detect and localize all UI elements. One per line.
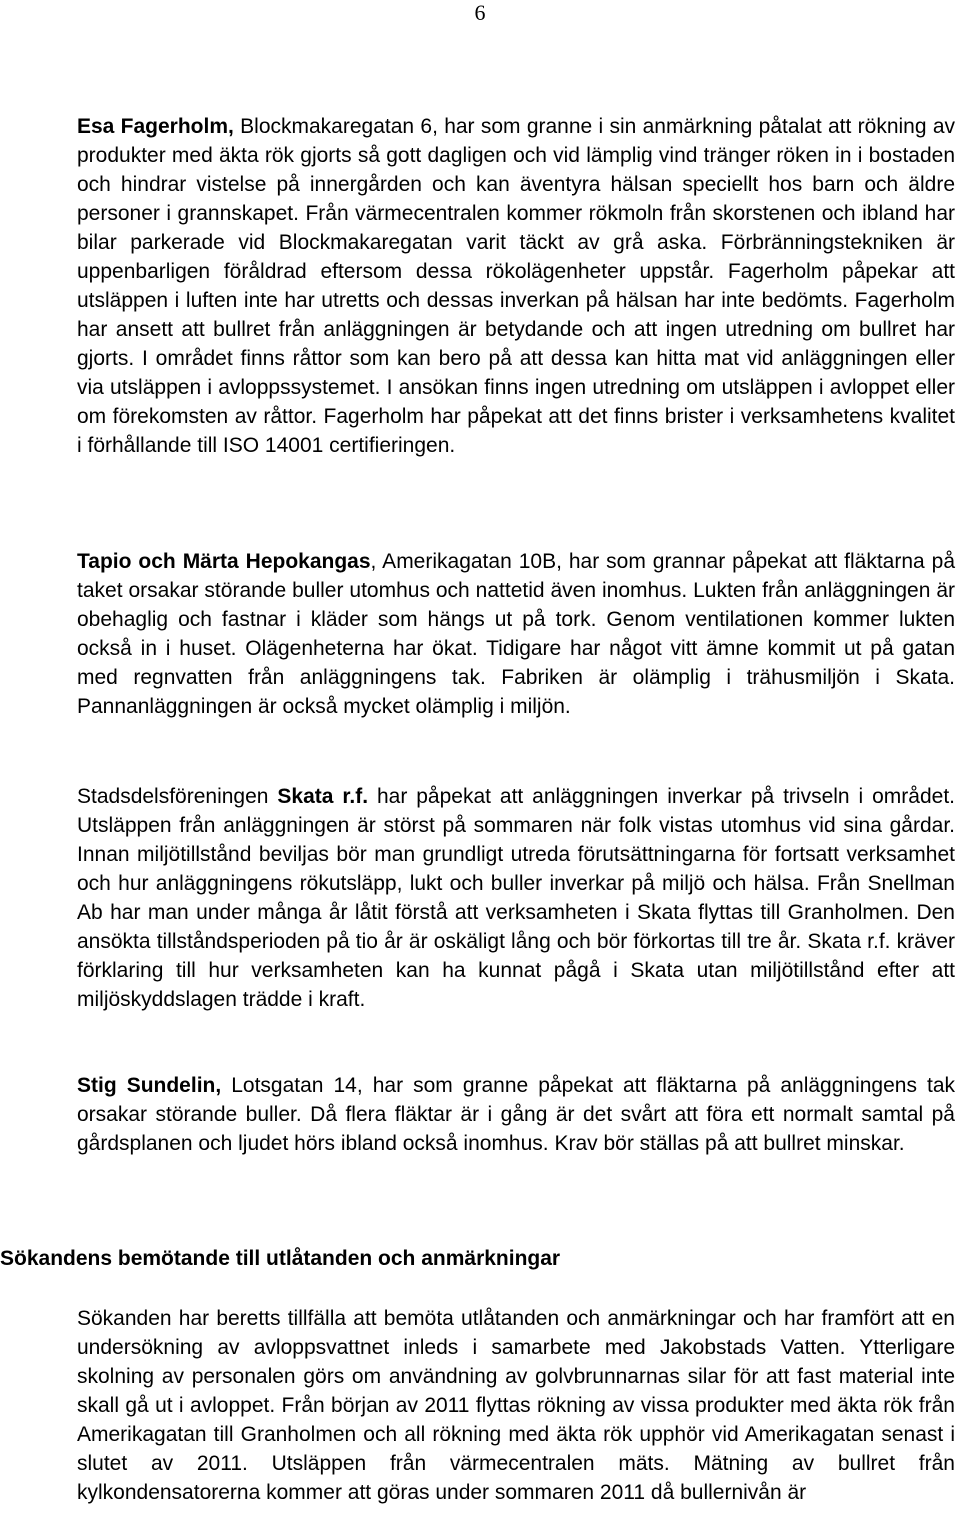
- statement-text: , Amerikagatan 10B, har som grannar påpekat att fläktarna på taket orsakar störande buller utomhus och nattetid även inomhus. Lukten från anläggningen är obehaglig och fastnar i kläder som hängs ut på tork. Genom ventilationen kommer lukten också in i huset. Olägenheterna har ökat. Tidigare har något vitt ämne kommit ut på gatan med regnvatten från anläggningens tak. Fabriken är olämplig i trähusmiljön i Skata. Pannanläggningen är också mycket olämplig i miljön.: [77, 550, 956, 718]
- statement-text: Lotsgatan 14, har som granne påpekat att fläktarna på anläggningens tak orsakar störande buller. Då flera fläktar är i gång är det svårt att föra ett normalt samtal på gårdsplanen och ljudet hörs ibland också inomhus. Krav bör ställas på att bullret minskar.: [77, 1074, 955, 1155]
- statement-prefix: Stadsdelsföreningen: [77, 785, 278, 808]
- statement-paragraph: [77, 112, 955, 460]
- statement-text: Blockmakaregatan 6, har som granne i sin anmärkning påtalat att rökning av produkter med äkta rök gjorts så gott dagligen och vid lämplig vind tränger röken in i bostaden och hindrar vistelse på innergården och kan äventyra hälsan speciellt hos barn och äldre personer i grannskapet. Från värmecentralen kommer rökmoln från skorstenen och ibland har bilar parkerade vid Blockmakaregatan varit täckt av grå aska. Förbränningstekniken är uppenbarligen föråldrad eftersom dessa rökolägenheter uppstår. Fagerholm påpekar att utsläppen i luften inte har utretts och dessas inverkan på hälsan har inte bedömts. Fagerholm har ansett att bullret från anläggningen är betydande och att ingen utredning om bullret har gjorts. I området finns råttor som kan bero på att dessa kan hitta mat vid anläggningen eller via utsläppen i avloppssystemet. I ansökan finns ingen utredning om utsläppen i avloppet eller om förekomsten av råttor. Fagerholm har påpekat att det finns brister i verksamhetens kvalitet i förhållande till ISO 14001 certifieringen.: [77, 115, 955, 457]
- statement-author: Skata r.f.: [277, 785, 369, 808]
- page-number: 6: [474, 0, 486, 25]
- section-heading: Sökandens bemötande till utlåtanden och anmärkningar: [0, 1247, 561, 1270]
- statement-author: Esa Fagerholm,: [77, 115, 234, 138]
- statement-paragraph: [77, 547, 955, 721]
- statement-author: Stig Sundelin,: [77, 1074, 222, 1097]
- statement-paragraph: [77, 1071, 955, 1158]
- statement-author: Tapio och Märta Hepokangas: [77, 550, 371, 573]
- section-paragraph: Sökanden har beretts tillfälla att bemöta utlåtanden och anmärkningar och har framfört att en undersökning av avloppsvattnet inleds i samarbete med Jakobstads Vatten. Ytterligare skolning av personalen görs om användning av golvbrunnarnas silar för att fast material inte skall gå ut i avloppet. Från början av 2011 flyttas rökning av vissa produkter med äkta rök från Amerikagatan till Granholmen och all rökning med äkta rök upphör vid Amerikagatan senast i slutet av 2011. Utsläppen från värmecentralen mäts. Mätning av bullret från kylkondensatorerna kommer att göras under sommaren 2011 då bullernivån är: [77, 1307, 955, 1504]
- statement-paragraph: [77, 782, 955, 1014]
- statement-text: har påpekat att anläggningen inverkar på trivseln i området. Utsläppen från anläggningen är störst på sommaren när folk vistas utomhus vid sina gårdar. Innan miljötillstånd beviljas bör man grundligt utreda förutsättningarna för fortsatt verksamhet och hur anläggningens rökutsläpp, lukt och buller inverkar på miljö och hälsa. Från Snellman Ab har man under många år låtit förstå att verksamheten i Skata flyttas till Granholmen. Den ansökta tillståndsperioden på tio år är oskäligt lång och bör förkortas till tre år. Skata r.f. kräver förklaring till hur verksamheten kan ha kunnat pågå i Skata utan miljötillstånd efter att miljöskyddslagen trädde i kraft.: [77, 785, 955, 1011]
